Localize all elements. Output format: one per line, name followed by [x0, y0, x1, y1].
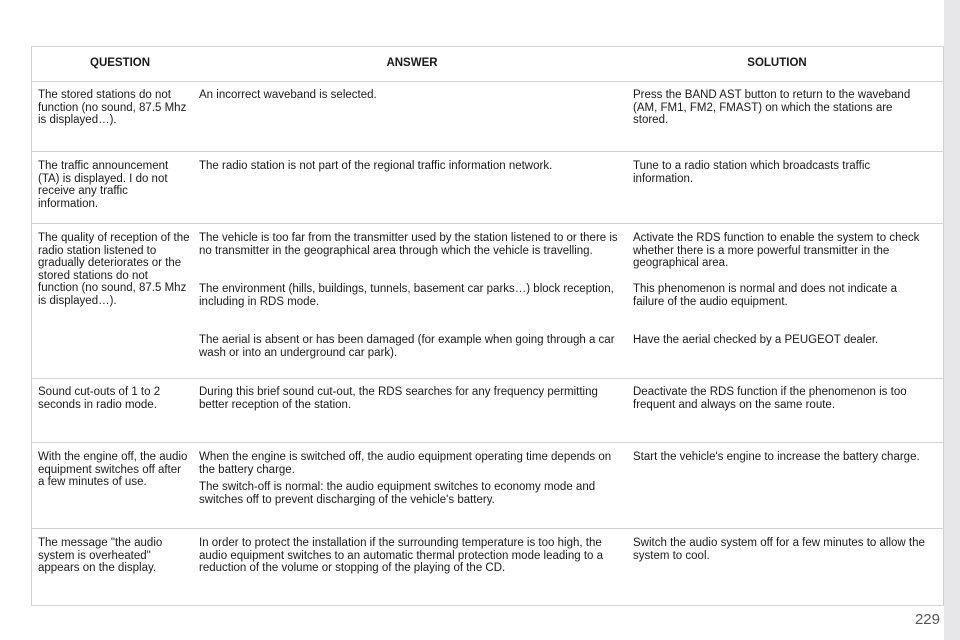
header-answer: ANSWER	[386, 57, 438, 69]
faq-table	[31, 46, 944, 606]
answer-cell: In order to protect the installation if the surrounding temperature is too high, the audio equipment switches to an automatic thermal protection mode leading to a reduction of the volume or stopping of the playing of the CD.	[199, 537, 604, 574]
table-row	[32, 379, 943, 443]
table-row	[32, 529, 943, 607]
question-cell: The traffic announcement (TA) is displayed. I do not receive any traffic information.	[38, 160, 169, 210]
solution-cell: Press the BAND AST button to return to the waveband (AM, FM1, FM2, FMAST) on which the stations are stored.	[633, 89, 911, 126]
table-row	[32, 443, 943, 529]
answer-cell: The environment (hills, buildings, tunnels, basement car parks…) block reception, including in RDS mode.	[199, 283, 614, 308]
header-question: QUESTION	[90, 57, 151, 69]
question-cell: The message "the audio system is overheated" appears on the display.	[38, 537, 163, 574]
answer-cell	[199, 451, 619, 511]
question-cell: The stored stations do not function (no sound, 87.5 Mhz is displayed…).	[38, 89, 187, 126]
answer-cell: During this brief sound cut-out, the RDS searches for any frequency permitting better reception of the station.	[199, 386, 598, 411]
answer-paragraph: The switch-off is normal: the audio equipment switches to economy mode and switches off to prevent discharging of the vehicle's battery.	[199, 481, 596, 506]
question-cell: With the engine off, the audio equipment switches off after a few minutes of use.	[38, 451, 188, 488]
right-edge-bar	[944, 0, 960, 640]
question-cell: Sound cut-outs of 1 to 2 seconds in radio mode.	[38, 386, 161, 411]
answer-cell: The aerial is absent or has been damaged (for example when going through a car wash or into an underground car park).	[199, 334, 615, 359]
solution-cell: Switch the audio system off for a few minutes to allow the system to cool.	[633, 537, 925, 562]
answer-paragraph: When the engine is switched off, the audio equipment operating time depends on the battery charge.	[199, 451, 612, 476]
table-header	[32, 47, 943, 82]
solution-cell: This phenomenon is normal and does not indicate a failure of the audio equipment.	[633, 283, 898, 308]
answer-cell: The vehicle is too far from the transmitter used by the station listened to or there is no transmitter in the geographical area through which the vehicle is travelling.	[199, 232, 618, 257]
table-row	[32, 82, 943, 152]
answer-cell: An incorrect waveband is selected.	[199, 89, 377, 101]
table-row	[32, 224, 943, 379]
solution-cell: Deactivate the RDS function if the phenomenon is too frequent and always on the same route.	[633, 386, 907, 411]
table-row	[32, 152, 943, 224]
solution-cell: Activate the RDS function to enable the system to check whether there is a more powerful transmitter in the geographical area.	[633, 232, 920, 269]
question-cell: The quality of reception of the radio station listened to gradually deteriorates or the stored stations do not function (no sound, 87.5 Mhz is displayed…).	[38, 232, 190, 307]
solution-cell: Start the vehicle's engine to increase the battery charge.	[633, 451, 920, 463]
answer-cell: The radio station is not part of the regional traffic information network.	[199, 160, 553, 172]
page-number: 229	[914, 611, 940, 628]
solution-cell: Have the aerial checked by a PEUGEOT dealer.	[633, 334, 879, 346]
solution-cell: Tune to a radio station which broadcasts traffic information.	[633, 160, 871, 185]
header-solution: SOLUTION	[747, 57, 807, 69]
